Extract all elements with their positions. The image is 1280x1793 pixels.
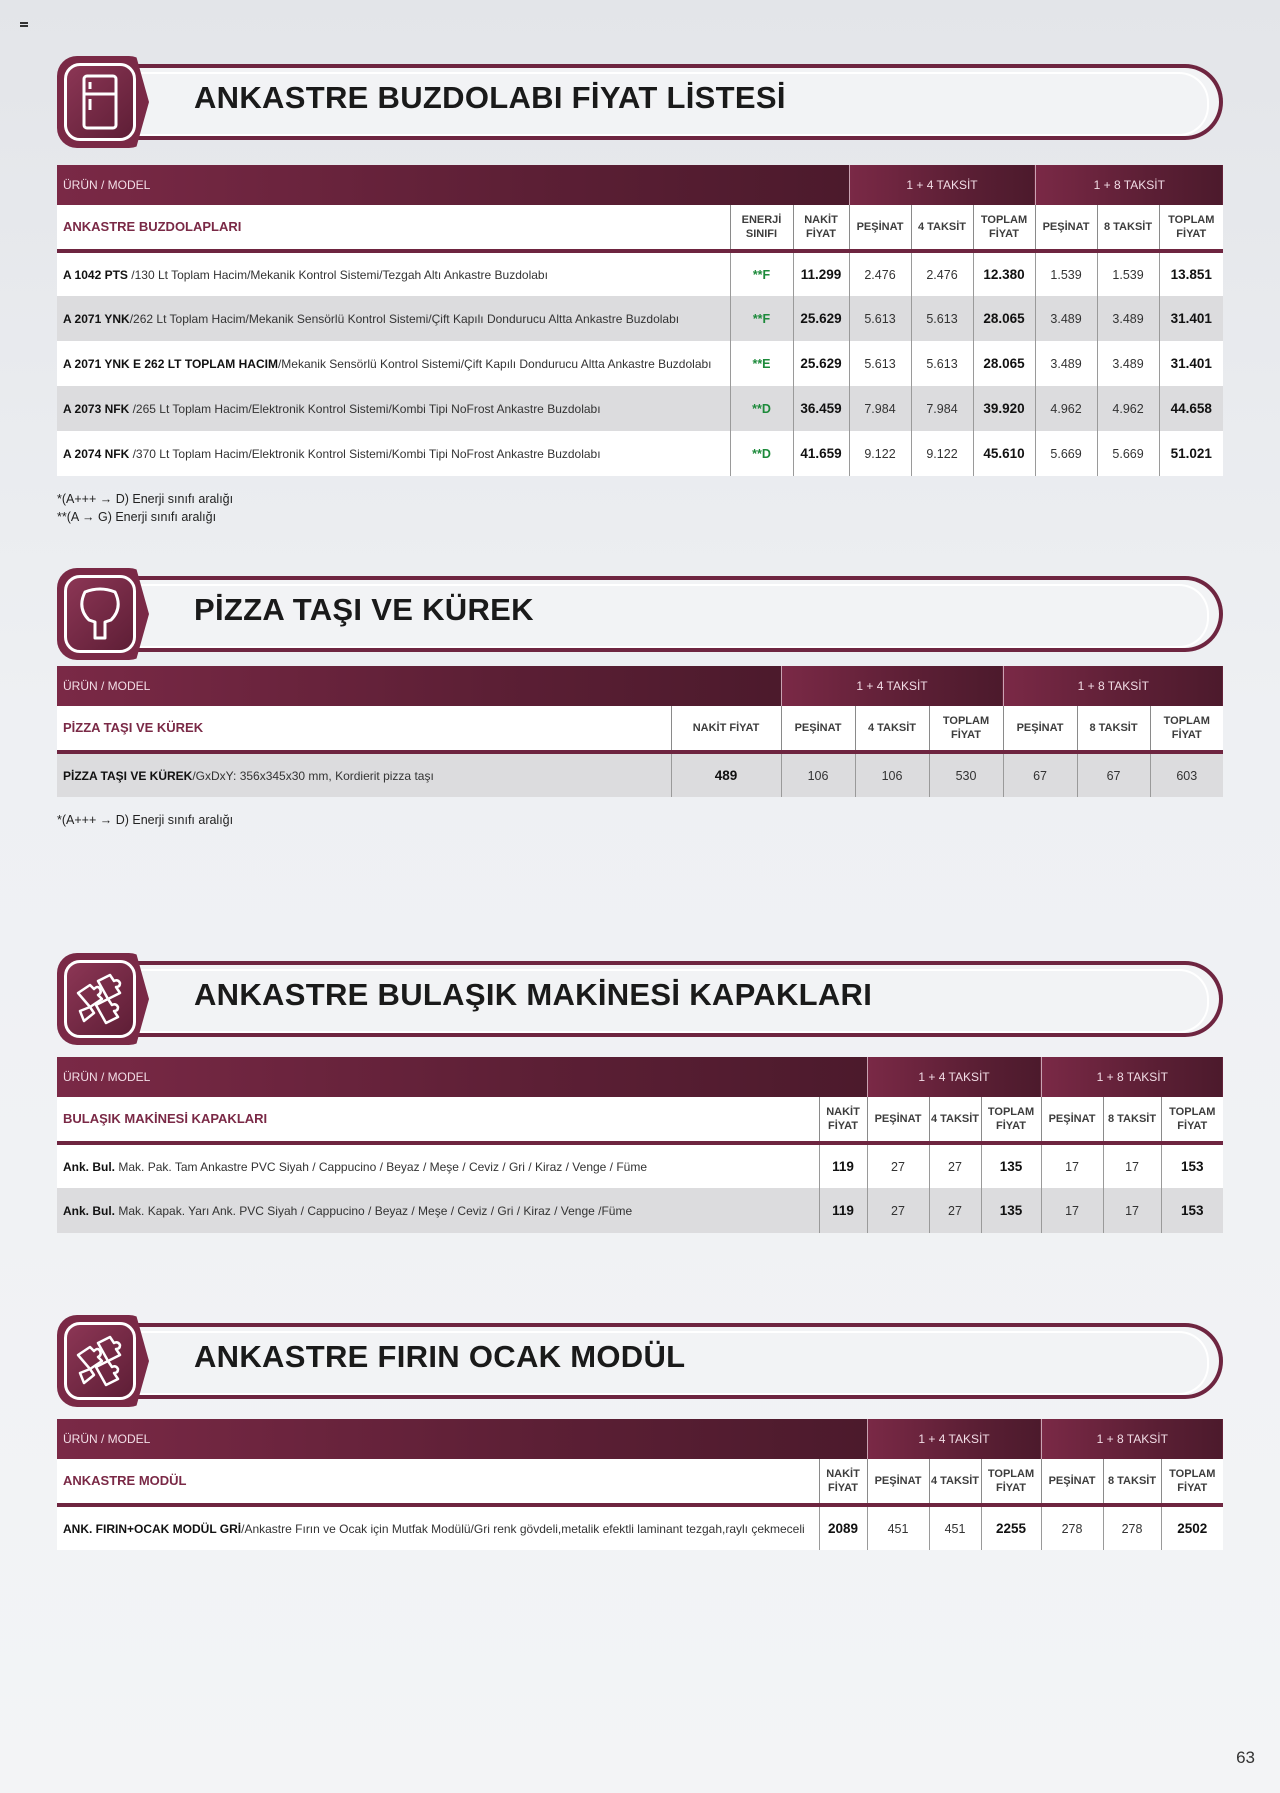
col-total4: TOPLAM FİYAT [981, 1459, 1041, 1505]
model-desc: Mak. Pak. Tam Ankastre PVC Siyah / Cappucino / Beyaz / Meşe / Ceviz / Gri / Kiraz / Venge / Füme [115, 1159, 648, 1174]
table-row [57, 752, 1223, 797]
down-payment-8: 67 [1003, 752, 1077, 797]
cash-price: 119 [819, 1188, 867, 1233]
cash-price: 25.629 [793, 296, 849, 341]
puzzle-icon [72, 1333, 128, 1389]
col-down8: PEŞİNAT [1003, 706, 1077, 752]
col-total4: TOPLAM FİYAT [929, 706, 1003, 752]
total-8: 153 [1161, 1143, 1223, 1188]
down-payment-8: 3.489 [1035, 341, 1097, 386]
col-total4: TOPLAM FİYAT [973, 205, 1035, 251]
down-payment-4: 9.122 [849, 431, 911, 476]
cash-price: 119 [819, 1143, 867, 1188]
total-8: 51.021 [1159, 431, 1223, 476]
total-8: 13.851 [1159, 251, 1223, 296]
col-inst8: 8 TAKSİT [1077, 706, 1150, 752]
installment-8: 3.489 [1097, 296, 1159, 341]
dishwasher-covers-section [57, 953, 1223, 1233]
down-payment-4: 5.613 [849, 341, 911, 386]
down-payment-8: 17 [1041, 1143, 1103, 1188]
down-payment-4: 27 [867, 1143, 929, 1188]
cash-price: 489 [671, 752, 781, 797]
col-inst8: 8 TAKSİT [1103, 1459, 1161, 1505]
installment-4: 7.984 [911, 386, 973, 431]
down-payment-4: 2.476 [849, 251, 911, 296]
page-number: 63 [1236, 1748, 1255, 1767]
model-desc: /262 Lt Toplam Hacim/Mekanik Sensörlü Kontrol Sistemi/Çift Kapılı Dondurucu Altta Ankastre Buzdolabı [129, 311, 680, 326]
fridge-icon [80, 74, 120, 130]
installment-4: 5.613 [911, 341, 973, 386]
down-payment-4: 7.984 [849, 386, 911, 431]
col-cash: NAKİT FİYAT [819, 1459, 867, 1505]
total-4: 12.380 [973, 251, 1035, 296]
model-desc: /Ankastre Fırın ve Ocak için Mutfak Modülü/Gri renk gövdeli,metalik efektli laminant tezgah,raylı çekmeceli [241, 1521, 805, 1536]
installment-8: 17 [1103, 1143, 1161, 1188]
cash-price: 11.299 [793, 251, 849, 296]
section-banner [57, 1315, 1223, 1407]
table-row [57, 386, 1223, 431]
installment-8: 4.962 [1097, 386, 1159, 431]
footnote: *(A+++ → D) Enerji sınıfı aralığı [57, 492, 234, 506]
installment-4: 5.613 [911, 296, 973, 341]
model-desc: /130 Lt Toplam Hacim/Mekanik Kontrol Sistemi/Tezgah Altı Ankastre Buzdolabı [127, 267, 548, 282]
header-product-model: ÜRÜN / MODEL [57, 1057, 867, 1097]
section-banner [57, 56, 1223, 148]
fridge-price-section [57, 56, 1223, 526]
price-table [57, 666, 1223, 797]
model-name: PİZZA TAŞI VE KÜREK [63, 768, 193, 783]
col-total8: TOPLAM FİYAT [1161, 1097, 1223, 1143]
cash-price: 41.659 [793, 431, 849, 476]
down-payment-4: 27 [867, 1188, 929, 1233]
col-inst4: 4 TAKSİT [855, 706, 929, 752]
table-row [57, 1143, 1223, 1188]
installment-8: 1.539 [1097, 251, 1159, 296]
col-inst4: 4 TAKSİT [929, 1459, 981, 1505]
down-payment-8: 278 [1041, 1505, 1103, 1550]
model-name: A 2074 NFK [63, 446, 130, 461]
energy-class: **F [730, 296, 793, 341]
installment-8: 5.669 [1097, 431, 1159, 476]
total-8: 603 [1150, 752, 1223, 797]
header-product-model: ÜRÜN / MODEL [57, 165, 849, 205]
installment-4: 27 [929, 1143, 981, 1188]
model-name: A 2073 NFK [63, 401, 130, 416]
cash-price: 2089 [819, 1505, 867, 1550]
model-name: A 2071 YNK [63, 311, 130, 326]
category-label: PİZZA TAŞI VE KÜREK [57, 706, 671, 752]
down-payment-8: 4.962 [1035, 386, 1097, 431]
header-8-installments: 1 + 8 TAKSİT [1003, 666, 1223, 706]
col-total8: TOPLAM FİYAT [1161, 1459, 1223, 1505]
oven-hob-module-section [57, 1315, 1223, 1550]
model-desc: /265 Lt Toplam Hacim/Elektronik Kontrol Sistemi/Kombi Tipi NoFrost Ankastre Buzdolabı [129, 401, 601, 416]
down-payment-4: 106 [781, 752, 855, 797]
installment-4: 451 [929, 1505, 981, 1550]
corner-mark [20, 22, 28, 27]
total-8: 31.401 [1159, 296, 1223, 341]
installment-4: 27 [929, 1188, 981, 1233]
model-desc: Mak. Kapak. Yarı Ank. PVC Siyah / Cappucino / Beyaz / Meşe / Ceviz / Gri / Kiraz / Venge /Füme [115, 1203, 633, 1218]
banner-icon-box [57, 953, 149, 1045]
col-down4: PEŞİNAT [867, 1097, 929, 1143]
table-row [57, 296, 1223, 341]
table-row [57, 1505, 1223, 1550]
total-4: 135 [981, 1143, 1041, 1188]
total-4: 530 [929, 752, 1003, 797]
installment-4: 2.476 [911, 251, 973, 296]
cash-price: 25.629 [793, 341, 849, 386]
total-8: 44.658 [1159, 386, 1223, 431]
col-energy: ENERJİ SINIFI [730, 205, 793, 251]
col-down8: PEŞİNAT [1035, 205, 1097, 251]
section-title: PİZZA TAŞI VE KÜREK [194, 592, 534, 627]
energy-class: **F [730, 251, 793, 296]
installment-4: 106 [855, 752, 929, 797]
puzzle-icon [72, 971, 128, 1027]
model-desc: /GxDxY: 356x345x30 mm, Kordierit pizza taşı [192, 768, 434, 783]
col-down8: PEŞİNAT [1041, 1459, 1103, 1505]
table-row [57, 341, 1223, 386]
header-4-installments: 1 + 4 TAKSİT [781, 666, 1003, 706]
col-down4: PEŞİNAT [781, 706, 855, 752]
banner-icon-box [57, 568, 149, 660]
installment-8: 278 [1103, 1505, 1161, 1550]
col-total8: TOPLAM FİYAT [1159, 205, 1223, 251]
section-title: ANKASTRE FIRIN OCAK MODÜL [194, 1339, 686, 1374]
price-table [57, 1419, 1223, 1550]
banner-icon-box [57, 56, 149, 148]
model-name: A 1042 PTS [63, 267, 128, 282]
section-banner [57, 568, 1223, 660]
header-product-model: ÜRÜN / MODEL [57, 1419, 867, 1459]
header-4-installments: 1 + 4 TAKSİT [867, 1419, 1041, 1459]
col-total4: TOPLAM FİYAT [981, 1097, 1041, 1143]
category-label: ANKASTRE MODÜL [57, 1459, 819, 1505]
header-8-installments: 1 + 8 TAKSİT [1041, 1057, 1223, 1097]
banner-icon-box [57, 1315, 149, 1407]
installment-8: 3.489 [1097, 341, 1159, 386]
category-label: ANKASTRE BUZDOLAPLARI [57, 205, 730, 251]
col-inst4: 4 TAKSİT [911, 205, 973, 251]
table-row [57, 1188, 1223, 1233]
section-title: ANKASTRE BULAŞIK MAKİNESİ KAPAKLARI [194, 977, 873, 1012]
down-payment-8: 1.539 [1035, 251, 1097, 296]
header-4-installments: 1 + 4 TAKSİT [849, 165, 1035, 205]
total-4: 28.065 [973, 296, 1035, 341]
installment-8: 67 [1077, 752, 1150, 797]
total-8: 153 [1161, 1188, 1223, 1233]
table-row [57, 431, 1223, 476]
total-4: 2255 [981, 1505, 1041, 1550]
header-4-installments: 1 + 4 TAKSİT [867, 1057, 1041, 1097]
price-table [57, 1057, 1223, 1233]
footnotes [57, 490, 1223, 526]
model-name: A 2071 YNK E 262 LT TOPLAM HACIM [63, 356, 278, 371]
col-down8: PEŞİNAT [1041, 1097, 1103, 1143]
footnotes [57, 811, 1223, 829]
energy-class: **D [730, 386, 793, 431]
category-label: BULAŞIK MAKİNESİ KAPAKLARI [57, 1097, 819, 1143]
col-down4: PEŞİNAT [849, 205, 911, 251]
col-inst4: 4 TAKSİT [929, 1097, 981, 1143]
footnote: *(A+++ → D) Enerji sınıfı aralığı [57, 813, 234, 827]
installment-8: 17 [1103, 1188, 1161, 1233]
pizza-section [57, 568, 1223, 829]
col-cash: NAKİT FİYAT [671, 706, 781, 752]
section-banner [57, 953, 1223, 1045]
header-8-installments: 1 + 8 TAKSİT [1035, 165, 1223, 205]
energy-class: **E [730, 341, 793, 386]
model-name: ANK. FIRIN+OCAK MODÜL GRİ [63, 1521, 242, 1536]
header-product-model: ÜRÜN / MODEL [57, 666, 781, 706]
section-title: ANKASTRE BUZDOLABI FİYAT LİSTESİ [194, 80, 786, 115]
energy-class: **D [730, 431, 793, 476]
price-table [57, 165, 1223, 476]
pizza-peel-icon [75, 586, 125, 642]
model-desc: /Mekanik Sensörlü Kontrol Sistemi/Çift Kapılı Dondurucu Altta Ankastre Buzdolabı [277, 356, 712, 371]
col-inst8: 8 TAKSİT [1097, 205, 1159, 251]
col-total8: TOPLAM FİYAT [1150, 706, 1223, 752]
total-4: 28.065 [973, 341, 1035, 386]
total-4: 135 [981, 1188, 1041, 1233]
total-4: 39.920 [973, 386, 1035, 431]
col-down4: PEŞİNAT [867, 1459, 929, 1505]
col-cash: NAKİT FİYAT [793, 205, 849, 251]
table-row [57, 251, 1223, 296]
model-name: Ank. Bul. [63, 1159, 116, 1174]
down-payment-8: 5.669 [1035, 431, 1097, 476]
installment-4: 9.122 [911, 431, 973, 476]
model-desc: /370 Lt Toplam Hacim/Elektronik Kontrol Sistemi/Kombi Tipi NoFrost Ankastre Buzdolabı [129, 446, 601, 461]
down-payment-4: 5.613 [849, 296, 911, 341]
down-payment-4: 451 [867, 1505, 929, 1550]
down-payment-8: 3.489 [1035, 296, 1097, 341]
footnote: **(A → G) Enerji sınıfı aralığı [57, 510, 217, 524]
col-inst8: 8 TAKSİT [1103, 1097, 1161, 1143]
total-8: 31.401 [1159, 341, 1223, 386]
total-4: 45.610 [973, 431, 1035, 476]
model-name: Ank. Bul. [63, 1203, 116, 1218]
total-8: 2502 [1161, 1505, 1223, 1550]
header-8-installments: 1 + 8 TAKSİT [1041, 1419, 1223, 1459]
cash-price: 36.459 [793, 386, 849, 431]
down-payment-8: 17 [1041, 1188, 1103, 1233]
col-cash: NAKİT FİYAT [819, 1097, 867, 1143]
